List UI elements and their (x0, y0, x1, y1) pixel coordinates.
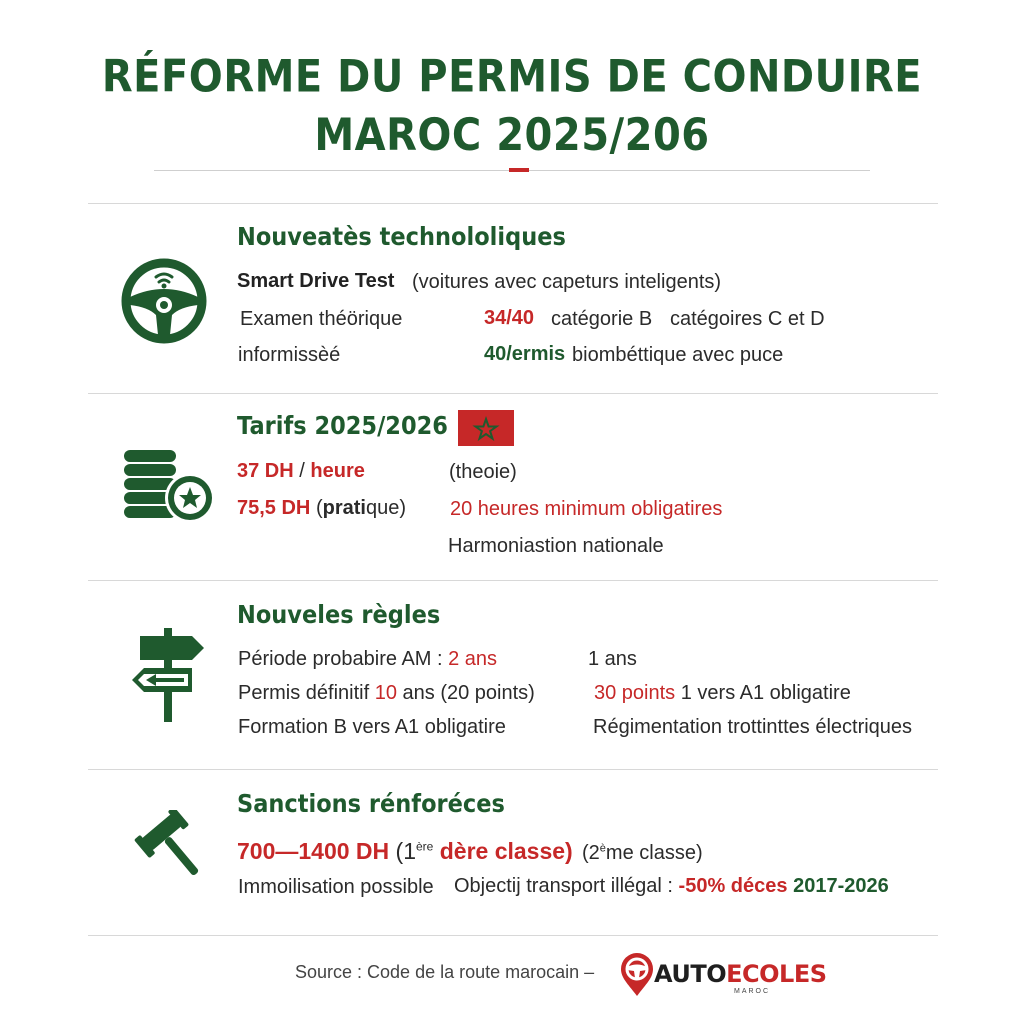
permis-number: 40/ermis (484, 343, 566, 365)
coins-icon (120, 444, 218, 526)
inform-label: informissèé (238, 344, 341, 366)
section-heading-tech: Nouveatès technololiques (237, 222, 566, 251)
probation-line (238, 648, 497, 671)
morocco-flag-icon (458, 410, 514, 446)
one-year: 1 ans (588, 648, 637, 670)
section-heading-tarifs: Tarifs 2025/2026 (237, 411, 448, 440)
steering-wheel-icon (118, 255, 210, 347)
source-text: Source : Code de la route marocain – (295, 962, 595, 982)
steering-pin-logo-icon (618, 952, 656, 998)
fine-amount: 700—1400 DH (237, 838, 390, 864)
definitive-points: ans (20 points) (402, 682, 535, 704)
objective-years: 2017-2026 (793, 875, 889, 897)
second-class-open: (2 (582, 842, 600, 864)
practice-bold: prati (322, 497, 366, 519)
logo-subtitle: MAROC (734, 988, 771, 995)
probation-value: 2 ans (448, 648, 498, 670)
section-divider (88, 769, 938, 770)
points-value: 30 points (594, 682, 676, 704)
first-class-sup: ère (416, 839, 434, 854)
logo-ecoles: ECOLES (726, 960, 827, 988)
price-practice-line (237, 497, 406, 520)
price-unit: heure (310, 460, 365, 482)
section-divider (88, 203, 938, 204)
exam-score: 34/40 (484, 307, 535, 329)
points-rest: 1 vers A1 obligatire (680, 682, 851, 704)
fine-line (237, 838, 573, 865)
category-cd: catégoires C et D (670, 308, 825, 330)
price-hour-line (237, 460, 365, 483)
objective-label: Objectij transport illégal : (454, 875, 673, 897)
points-line (594, 682, 851, 705)
title-accent-bar (509, 168, 529, 172)
second-class-sup: è (599, 842, 606, 855)
title-line-1: RÉFORME DU PERMIS DE CONDUIRE (101, 51, 923, 103)
section-divider (88, 935, 938, 936)
first-class-open: (1 (395, 838, 416, 864)
minimum-hours: 20 heures minimum obligatires (450, 498, 723, 520)
definitive-line (238, 682, 535, 705)
section-heading-rules: Nouveles règles (237, 600, 441, 629)
second-class-rest: me classe) (605, 842, 703, 864)
scooter-regulation: Régimentation trottinttes électriques (593, 716, 913, 738)
category-b: catégorie B (551, 308, 653, 330)
practice-rest: que) (365, 497, 406, 519)
immobilisation: Immoilisation possible (238, 876, 434, 898)
page-title (0, 48, 1024, 164)
smart-drive-test: Smart Drive Test (237, 270, 395, 292)
exam-label: Examen théörique (240, 308, 403, 330)
second-class-line (582, 842, 703, 865)
theory-label: (theoie) (449, 461, 517, 483)
section-divider (88, 393, 938, 394)
permis-biometric: biombéttique avec puce (572, 344, 784, 366)
price-practice: 75,5 DH (237, 497, 311, 519)
price-slash: / (299, 460, 305, 482)
logo-wordmark (654, 960, 827, 988)
logo-auto: AUTO (654, 960, 727, 988)
signpost-icon (128, 628, 208, 724)
first-class: dère classe) (439, 838, 573, 864)
harmonisation: Harmoniastion nationale (448, 535, 664, 557)
gavel-icon (120, 810, 206, 886)
objective-value: -50% déces (678, 875, 788, 897)
definitive-label: Permis définitif (238, 682, 370, 704)
section-divider (88, 580, 938, 581)
smart-drive-note: (voitures avec capeturs inteligents) (412, 271, 722, 293)
section-heading-sanctions: Sanctions rénforéces (237, 789, 505, 818)
price-hourly: 37 DH (237, 460, 294, 482)
title-line-2: MAROC 2025/206 (314, 109, 710, 162)
formation-b-a1: Formation B vers A1 obligatire (238, 716, 506, 738)
definitive-years: 10 (374, 682, 397, 704)
probation-label: Période probabire AM : (238, 648, 443, 670)
objective-line (454, 875, 889, 898)
practice-open: ( (315, 497, 323, 519)
